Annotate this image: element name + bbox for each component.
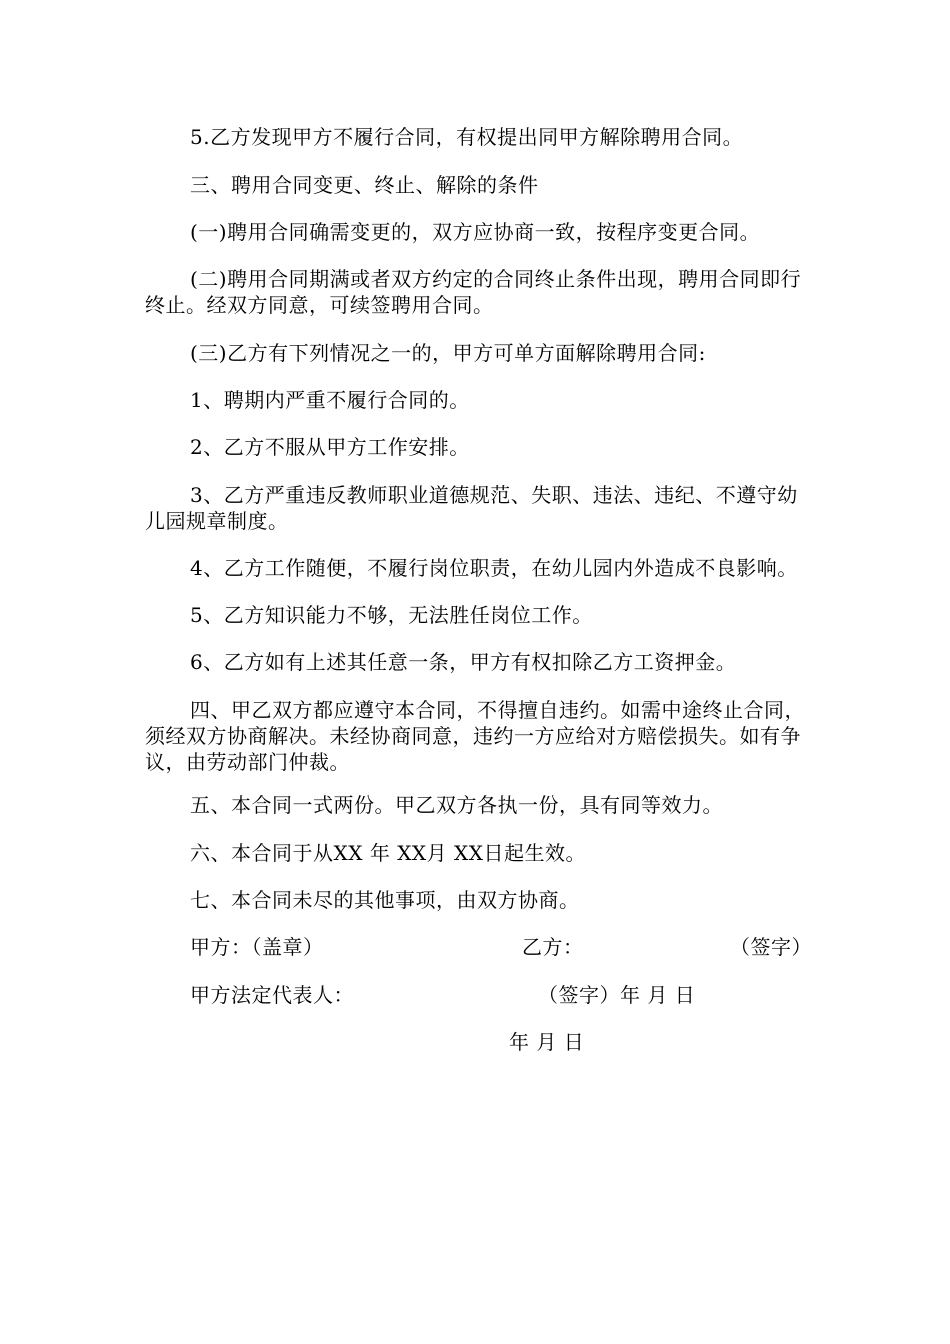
paragraph: 六、本合同于从XX 年 XX月 XX日起生效。: [190, 841, 587, 865]
date-line: 年 月 日: [509, 1030, 585, 1054]
party-a-label: 甲方：（盖章）: [190, 935, 324, 959]
list-item: 1、聘期内严重不履行合同的。: [190, 388, 470, 412]
paragraph: (二)聘用合同期满或者双方约定的合同终止条件出现，聘用合同即行终止。经双方同意，可续签聘用合同。: [145, 267, 802, 317]
representative-label: 甲方法定代表人：: [190, 983, 354, 1007]
paragraph: (三)乙方有下列情况之一的，甲方可单方面解除聘用合同:: [190, 341, 706, 365]
paragraph: 四、甲乙双方都应遵守本合同，不得擅自违约。如需中途终止合同，须经双方协商解决。未经协商同意，违约一方应给对方赔偿损失。如有争议，由劳动部门仲裁。: [145, 698, 805, 774]
list-item: 3、乙方严重违反教师职业道德规范、失职、违法、违纪、不遵守幼儿园规章制度。: [145, 483, 798, 533]
party-b-signature: （签字）: [730, 935, 812, 959]
party-b-label: 乙方：: [522, 935, 584, 959]
paragraph: (一)聘用合同确需变更的，双方应协商一致，按程序变更合同。: [190, 220, 761, 244]
list-item: 6、乙方如有上述其任意一条，甲方有权扣除乙方工资押金。: [190, 650, 737, 674]
representative-sign-date: （签字）年 月 日: [538, 983, 696, 1007]
paragraph: 七、本合同未尽的其他事项，由双方协商。: [190, 888, 580, 912]
list-item: 2、乙方不服从甲方工作安排。: [190, 435, 470, 459]
list-item: 5、乙方知识能力不够，无法胜任岗位工作。: [190, 603, 593, 627]
list-item: 4、乙方工作随便，不履行岗位职责，在幼儿园内外造成不良影响。: [190, 556, 798, 580]
section-heading: 三、聘用合同变更、终止、解除的条件: [190, 173, 539, 197]
paragraph: 五、本合同一式两份。甲乙双方各执一份，具有同等效力。: [190, 793, 723, 817]
paragraph: 5.乙方发现甲方不履行合同，有权提出同甲方解除聘用合同。: [190, 125, 744, 149]
